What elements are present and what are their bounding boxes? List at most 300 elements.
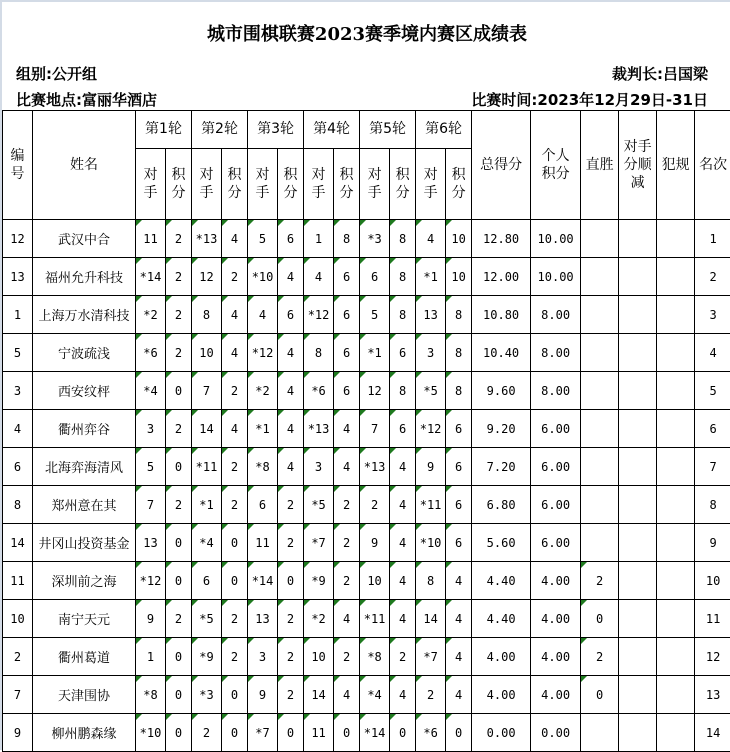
cell-round-6-opponent[interactable]: 4 <box>416 220 446 258</box>
cell-sos[interactable] <box>619 372 657 410</box>
cell-round-4-opponent[interactable]: 3 <box>304 448 334 486</box>
cell-round-4-points[interactable]: 2 <box>334 486 360 524</box>
cell-foul[interactable] <box>657 524 695 562</box>
cell-sos[interactable] <box>619 334 657 372</box>
cell-total[interactable]: 0.00 <box>472 714 531 752</box>
cell-round-1-points[interactable]: 0 <box>166 372 192 410</box>
cell-direct[interactable] <box>581 296 619 334</box>
cell-no[interactable]: 11 <box>3 562 33 600</box>
table-row <box>3 372 730 410</box>
cell-direct[interactable] <box>581 220 619 258</box>
results-table <box>2 110 730 752</box>
cell-rank[interactable]: 9 <box>695 524 730 562</box>
cell-no[interactable]: 3 <box>3 372 33 410</box>
cell-round-1-opponent[interactable]: *6 <box>136 334 166 372</box>
cell-round-1-opponent[interactable]: 7 <box>136 486 166 524</box>
cell-round-4-opponent[interactable]: 14 <box>304 676 334 714</box>
cell-round-6-opponent[interactable]: *6 <box>416 714 446 752</box>
cell-no[interactable]: 12 <box>3 220 33 258</box>
cell-round-2-points[interactable]: 0 <box>222 524 248 562</box>
cell-round-3-opponent[interactable]: 4 <box>248 296 278 334</box>
header-total: 总得分 <box>472 111 531 220</box>
cell-round-1-opponent[interactable]: *10 <box>136 714 166 752</box>
cell-round-5-points[interactable]: 4 <box>390 486 416 524</box>
cell-rank[interactable]: 3 <box>695 296 730 334</box>
cell-round-2-points[interactable]: 2 <box>222 600 248 638</box>
cell-no[interactable]: 6 <box>3 448 33 486</box>
cell-foul[interactable] <box>657 600 695 638</box>
cell-round-2-opponent[interactable]: *4 <box>192 524 222 562</box>
cell-round-2-opponent[interactable]: *9 <box>192 638 222 676</box>
cell-name[interactable]: 南宁天元 <box>33 600 136 638</box>
cell-round-3-points[interactable]: 2 <box>278 600 304 638</box>
cell-sos[interactable] <box>619 410 657 448</box>
cell-round-5-points[interactable]: 8 <box>390 372 416 410</box>
cell-round-1-points[interactable]: 2 <box>166 220 192 258</box>
cell-round-5-points[interactable]: 8 <box>390 258 416 296</box>
header-round-6-points: 积分 <box>446 149 472 220</box>
cell-round-1-points[interactable]: 0 <box>166 714 192 752</box>
cell-round-5-opponent[interactable]: *11 <box>360 600 390 638</box>
cell-no[interactable]: 7 <box>3 676 33 714</box>
cell-round-2-points[interactable]: 4 <box>222 334 248 372</box>
cell-round-6-points[interactable]: 8 <box>446 372 472 410</box>
cell-round-4-points[interactable]: 6 <box>334 296 360 334</box>
cell-round-6-points[interactable]: 6 <box>446 486 472 524</box>
cell-rank[interactable]: 11 <box>695 600 730 638</box>
cell-direct[interactable]: 2 <box>581 562 619 600</box>
cell-round-5-opponent[interactable]: *8 <box>360 638 390 676</box>
cell-round-1-points[interactable]: 2 <box>166 486 192 524</box>
cell-round-2-points[interactable]: 4 <box>222 410 248 448</box>
cell-round-4-opponent[interactable]: *5 <box>304 486 334 524</box>
cell-round-6-points[interactable]: 4 <box>446 600 472 638</box>
cell-round-1-points[interactable]: 2 <box>166 296 192 334</box>
cell-total[interactable]: 10.80 <box>472 296 531 334</box>
cell-round-6-opponent[interactable]: *11 <box>416 486 446 524</box>
cell-round-2-opponent[interactable]: 6 <box>192 562 222 600</box>
cell-direct[interactable] <box>581 258 619 296</box>
cell-total[interactable]: 4.40 <box>472 562 531 600</box>
cell-round-2-points[interactable]: 0 <box>222 676 248 714</box>
cell-round-3-opponent[interactable]: 5 <box>248 220 278 258</box>
cell-round-4-points[interactable]: 4 <box>334 448 360 486</box>
table-row <box>3 448 730 486</box>
cell-round-5-opponent[interactable]: 9 <box>360 524 390 562</box>
cell-foul[interactable] <box>657 562 695 600</box>
cell-round-6-points[interactable]: 10 <box>446 220 472 258</box>
cell-round-1-opponent[interactable]: *4 <box>136 372 166 410</box>
cell-round-4-points[interactable]: 8 <box>334 220 360 258</box>
cell-personal[interactable]: 4.00 <box>531 638 581 676</box>
cell-round-5-opponent[interactable]: 7 <box>360 410 390 448</box>
cell-round-6-opponent[interactable]: *10 <box>416 524 446 562</box>
cell-total[interactable]: 4.00 <box>472 638 531 676</box>
cell-rank[interactable]: 12 <box>695 638 730 676</box>
cell-no[interactable]: 10 <box>3 600 33 638</box>
cell-no[interactable]: 14 <box>3 524 33 562</box>
cell-foul[interactable] <box>657 258 695 296</box>
cell-round-5-points[interactable]: 8 <box>390 220 416 258</box>
cell-round-1-points[interactable]: 0 <box>166 448 192 486</box>
cell-round-3-points[interactable]: 0 <box>278 562 304 600</box>
cell-round-2-points[interactable]: 2 <box>222 486 248 524</box>
cell-round-4-points[interactable]: 2 <box>334 524 360 562</box>
cell-round-6-points[interactable]: 8 <box>446 296 472 334</box>
cell-round-4-opponent[interactable]: *12 <box>304 296 334 334</box>
table-row <box>3 410 730 448</box>
cell-round-6-points[interactable]: 6 <box>446 448 472 486</box>
cell-rank[interactable]: 6 <box>695 410 730 448</box>
cell-sos[interactable] <box>619 714 657 752</box>
cell-personal[interactable]: 8.00 <box>531 334 581 372</box>
cell-round-3-points[interactable]: 4 <box>278 372 304 410</box>
date-label: 比赛时间:2023年12月29日-31日 <box>471 89 708 110</box>
cell-rank[interactable]: 1 <box>695 220 730 258</box>
cell-name[interactable]: 天津围协 <box>33 676 136 714</box>
cell-round-3-points[interactable]: 2 <box>278 638 304 676</box>
cell-no[interactable]: 1 <box>3 296 33 334</box>
cell-round-6-points[interactable]: 4 <box>446 638 472 676</box>
cell-round-3-opponent[interactable]: 9 <box>248 676 278 714</box>
cell-direct[interactable] <box>581 524 619 562</box>
cell-no[interactable]: 5 <box>3 334 33 372</box>
cell-round-6-opponent[interactable]: *5 <box>416 372 446 410</box>
cell-round-4-opponent[interactable]: *6 <box>304 372 334 410</box>
table-row <box>3 562 730 600</box>
cell-round-2-points[interactable]: 2 <box>222 372 248 410</box>
cell-personal[interactable]: 10.00 <box>531 220 581 258</box>
cell-round-6-points[interactable]: 6 <box>446 410 472 448</box>
cell-round-3-points[interactable]: 4 <box>278 448 304 486</box>
header-no: 编号 <box>3 111 33 220</box>
cell-round-5-opponent[interactable]: *1 <box>360 334 390 372</box>
table-row <box>3 220 730 258</box>
cell-personal[interactable]: 0.00 <box>531 714 581 752</box>
cell-round-3-opponent[interactable]: 11 <box>248 524 278 562</box>
cell-direct[interactable] <box>581 372 619 410</box>
cell-personal[interactable]: 8.00 <box>531 296 581 334</box>
cell-personal[interactable]: 6.00 <box>531 448 581 486</box>
cell-round-2-opponent[interactable]: *1 <box>192 486 222 524</box>
cell-round-2-opponent[interactable]: 8 <box>192 296 222 334</box>
cell-direct[interactable]: 0 <box>581 676 619 714</box>
cell-round-1-opponent[interactable]: *8 <box>136 676 166 714</box>
cell-round-4-points[interactable]: 6 <box>334 334 360 372</box>
cell-round-6-opponent[interactable]: 2 <box>416 676 446 714</box>
page-title: 城市围棋联赛2023赛季境内赛区成绩表 <box>2 20 730 46</box>
cell-round-6-points[interactable]: 4 <box>446 562 472 600</box>
cell-rank[interactable]: 13 <box>695 676 730 714</box>
cell-round-6-points[interactable]: 0 <box>446 714 472 752</box>
cell-round-3-points[interactable]: 6 <box>278 220 304 258</box>
cell-name[interactable]: 北海弈海清风 <box>33 448 136 486</box>
cell-round-6-opponent[interactable]: *1 <box>416 258 446 296</box>
cell-round-1-points[interactable]: 2 <box>166 410 192 448</box>
cell-name[interactable]: 深圳前之海 <box>33 562 136 600</box>
cell-round-1-points[interactable]: 2 <box>166 258 192 296</box>
cell-round-2-points[interactable]: 0 <box>222 714 248 752</box>
cell-round-2-opponent[interactable]: 12 <box>192 258 222 296</box>
cell-total[interactable]: 4.00 <box>472 676 531 714</box>
cell-sos[interactable] <box>619 448 657 486</box>
cell-foul[interactable] <box>657 486 695 524</box>
cell-direct[interactable] <box>581 486 619 524</box>
cell-total[interactable]: 9.60 <box>472 372 531 410</box>
cell-round-5-opponent[interactable]: *4 <box>360 676 390 714</box>
cell-round-5-points[interactable]: 4 <box>390 448 416 486</box>
cell-round-3-opponent[interactable]: *2 <box>248 372 278 410</box>
cell-direct[interactable] <box>581 334 619 372</box>
cell-round-4-opponent[interactable]: 10 <box>304 638 334 676</box>
cell-foul[interactable] <box>657 714 695 752</box>
cell-round-3-points[interactable]: 2 <box>278 524 304 562</box>
cell-round-4-points[interactable]: 0 <box>334 714 360 752</box>
cell-no[interactable]: 4 <box>3 410 33 448</box>
header-round-6-opponent: 对手 <box>416 149 446 220</box>
cell-round-4-opponent[interactable]: *9 <box>304 562 334 600</box>
cell-round-1-opponent[interactable]: 1 <box>136 638 166 676</box>
cell-round-4-points[interactable]: 6 <box>334 372 360 410</box>
cell-round-2-opponent[interactable]: *11 <box>192 448 222 486</box>
header-row-rounds <box>3 111 730 149</box>
cell-round-1-points[interactable]: 0 <box>166 524 192 562</box>
cell-round-3-points[interactable]: 0 <box>278 714 304 752</box>
cell-name[interactable]: 武汉中合 <box>33 220 136 258</box>
cell-round-1-opponent[interactable]: *2 <box>136 296 166 334</box>
cell-round-2-points[interactable]: 2 <box>222 448 248 486</box>
cell-name[interactable]: 郑州意在其 <box>33 486 136 524</box>
cell-round-5-opponent[interactable]: 12 <box>360 372 390 410</box>
cell-round-2-points[interactable]: 2 <box>222 258 248 296</box>
cell-round-2-points[interactable]: 4 <box>222 296 248 334</box>
cell-direct[interactable]: 2 <box>581 638 619 676</box>
cell-round-2-opponent[interactable]: *5 <box>192 600 222 638</box>
cell-direct[interactable] <box>581 448 619 486</box>
cell-sos[interactable] <box>619 296 657 334</box>
cell-total[interactable]: 9.20 <box>472 410 531 448</box>
cell-round-4-points[interactable]: 4 <box>334 600 360 638</box>
cell-no[interactable]: 13 <box>3 258 33 296</box>
cell-round-4-opponent[interactable]: *13 <box>304 410 334 448</box>
cell-round-2-opponent[interactable]: 10 <box>192 334 222 372</box>
cell-personal[interactable]: 4.00 <box>531 676 581 714</box>
cell-round-5-points[interactable]: 6 <box>390 410 416 448</box>
cell-round-6-opponent[interactable]: 9 <box>416 448 446 486</box>
cell-round-1-points[interactable]: 2 <box>166 334 192 372</box>
cell-rank[interactable]: 14 <box>695 714 730 752</box>
cell-round-6-opponent[interactable]: 3 <box>416 334 446 372</box>
cell-round-5-points[interactable]: 6 <box>390 334 416 372</box>
cell-round-3-points[interactable]: 6 <box>278 296 304 334</box>
cell-round-4-opponent[interactable]: *7 <box>304 524 334 562</box>
cell-round-5-opponent[interactable]: *14 <box>360 714 390 752</box>
cell-round-6-points[interactable]: 10 <box>446 258 472 296</box>
cell-direct[interactable] <box>581 410 619 448</box>
cell-round-1-opponent[interactable]: *12 <box>136 562 166 600</box>
cell-personal[interactable]: 4.00 <box>531 562 581 600</box>
cell-round-4-opponent[interactable]: 1 <box>304 220 334 258</box>
cell-no[interactable]: 9 <box>3 714 33 752</box>
cell-foul[interactable] <box>657 372 695 410</box>
cell-total[interactable]: 10.40 <box>472 334 531 372</box>
cell-round-1-opponent[interactable]: 13 <box>136 524 166 562</box>
cell-round-4-points[interactable]: 6 <box>334 258 360 296</box>
cell-rank[interactable]: 8 <box>695 486 730 524</box>
cell-round-5-points[interactable]: 4 <box>390 676 416 714</box>
cell-round-4-points[interactable]: 2 <box>334 638 360 676</box>
cell-round-6-opponent[interactable]: 14 <box>416 600 446 638</box>
table-row <box>3 486 730 524</box>
cell-sos[interactable] <box>619 258 657 296</box>
cell-sos[interactable] <box>619 562 657 600</box>
cell-personal[interactable]: 6.00 <box>531 410 581 448</box>
cell-round-3-points[interactable]: 4 <box>278 334 304 372</box>
cell-rank[interactable]: 5 <box>695 372 730 410</box>
cell-round-2-opponent[interactable]: 14 <box>192 410 222 448</box>
cell-round-5-opponent[interactable]: *13 <box>360 448 390 486</box>
cell-foul[interactable] <box>657 220 695 258</box>
cell-round-5-points[interactable]: 4 <box>390 562 416 600</box>
results-body <box>3 220 730 752</box>
cell-round-6-points[interactable]: 8 <box>446 334 472 372</box>
cell-round-2-points[interactable]: 2 <box>222 638 248 676</box>
cell-round-5-opponent[interactable]: 5 <box>360 296 390 334</box>
cell-personal[interactable]: 6.00 <box>531 524 581 562</box>
cell-round-4-opponent[interactable]: 8 <box>304 334 334 372</box>
cell-direct[interactable]: 0 <box>581 600 619 638</box>
cell-round-1-opponent[interactable]: 3 <box>136 410 166 448</box>
cell-round-1-points[interactable]: 0 <box>166 638 192 676</box>
cell-personal[interactable]: 6.00 <box>531 486 581 524</box>
cell-personal[interactable]: 8.00 <box>531 372 581 410</box>
cell-round-3-opponent[interactable]: *14 <box>248 562 278 600</box>
cell-name[interactable]: 衢州葛道 <box>33 638 136 676</box>
cell-personal[interactable]: 4.00 <box>531 600 581 638</box>
header-round-4: 第4轮 <box>304 111 360 149</box>
cell-round-5-points[interactable]: 4 <box>390 600 416 638</box>
cell-foul[interactable] <box>657 676 695 714</box>
cell-foul[interactable] <box>657 638 695 676</box>
cell-round-6-opponent[interactable]: *7 <box>416 638 446 676</box>
cell-round-5-points[interactable]: 2 <box>390 638 416 676</box>
cell-sos[interactable] <box>619 486 657 524</box>
cell-round-2-opponent[interactable]: 7 <box>192 372 222 410</box>
cell-sos[interactable] <box>619 220 657 258</box>
cell-round-3-points[interactable]: 2 <box>278 486 304 524</box>
cell-round-6-opponent[interactable]: *12 <box>416 410 446 448</box>
cell-foul[interactable] <box>657 448 695 486</box>
venue-label: 比赛地点:富丽华酒店 <box>16 89 157 110</box>
cell-round-5-opponent[interactable]: 10 <box>360 562 390 600</box>
cell-name[interactable]: 柳州鹏森缘 <box>33 714 136 752</box>
cell-round-4-points[interactable]: 4 <box>334 676 360 714</box>
cell-round-6-opponent[interactable]: 8 <box>416 562 446 600</box>
cell-round-6-points[interactable]: 6 <box>446 524 472 562</box>
cell-round-5-points[interactable]: 0 <box>390 714 416 752</box>
cell-round-4-opponent[interactable]: *2 <box>304 600 334 638</box>
referee-label: 裁判长:吕国梁 <box>612 63 708 84</box>
cell-rank[interactable]: 7 <box>695 448 730 486</box>
cell-total[interactable]: 12.00 <box>472 258 531 296</box>
cell-name[interactable]: 福州允升科技 <box>33 258 136 296</box>
cell-name[interactable]: 井冈山投资基金 <box>33 524 136 562</box>
cell-round-1-points[interactable]: 0 <box>166 676 192 714</box>
cell-round-6-points[interactable]: 4 <box>446 676 472 714</box>
cell-total[interactable]: 6.80 <box>472 486 531 524</box>
cell-sos[interactable] <box>619 638 657 676</box>
cell-round-5-opponent[interactable]: *3 <box>360 220 390 258</box>
cell-round-2-points[interactable]: 0 <box>222 562 248 600</box>
cell-round-3-opponent[interactable]: 6 <box>248 486 278 524</box>
cell-foul[interactable] <box>657 410 695 448</box>
cell-round-5-opponent[interactable]: 6 <box>360 258 390 296</box>
cell-round-3-opponent[interactable]: *12 <box>248 334 278 372</box>
cell-round-4-opponent[interactable]: 4 <box>304 258 334 296</box>
cell-round-3-opponent[interactable]: *8 <box>248 448 278 486</box>
cell-round-1-opponent[interactable]: 9 <box>136 600 166 638</box>
cell-total[interactable]: 5.60 <box>472 524 531 562</box>
cell-personal[interactable]: 10.00 <box>531 258 581 296</box>
cell-total[interactable]: 12.80 <box>472 220 531 258</box>
cell-round-1-points[interactable]: 0 <box>166 562 192 600</box>
cell-round-3-points[interactable]: 4 <box>278 410 304 448</box>
cell-sos[interactable] <box>619 600 657 638</box>
cell-rank[interactable]: 10 <box>695 562 730 600</box>
cell-direct[interactable] <box>581 714 619 752</box>
cell-round-4-points[interactable]: 2 <box>334 562 360 600</box>
cell-round-3-opponent[interactable]: 13 <box>248 600 278 638</box>
cell-round-6-opponent[interactable]: 13 <box>416 296 446 334</box>
cell-round-5-opponent[interactable]: 2 <box>360 486 390 524</box>
cell-round-5-points[interactable]: 8 <box>390 296 416 334</box>
cell-name[interactable]: 宁波疏浅 <box>33 334 136 372</box>
cell-round-1-opponent[interactable]: 11 <box>136 220 166 258</box>
cell-name[interactable]: 上海万水清科技 <box>33 296 136 334</box>
cell-round-2-opponent[interactable]: *3 <box>192 676 222 714</box>
cell-round-3-opponent[interactable]: *7 <box>248 714 278 752</box>
cell-round-3-points[interactable]: 4 <box>278 258 304 296</box>
cell-round-2-opponent[interactable]: 2 <box>192 714 222 752</box>
cell-round-3-opponent[interactable]: 3 <box>248 638 278 676</box>
cell-total[interactable]: 7.20 <box>472 448 531 486</box>
cell-foul[interactable] <box>657 334 695 372</box>
cell-round-1-opponent[interactable]: 5 <box>136 448 166 486</box>
cell-round-3-opponent[interactable]: *10 <box>248 258 278 296</box>
cell-sos[interactable] <box>619 524 657 562</box>
cell-no[interactable]: 2 <box>3 638 33 676</box>
cell-rank[interactable]: 2 <box>695 258 730 296</box>
cell-round-2-opponent[interactable]: *13 <box>192 220 222 258</box>
table-row <box>3 524 730 562</box>
cell-sos[interactable] <box>619 676 657 714</box>
cell-round-3-points[interactable]: 2 <box>278 676 304 714</box>
cell-round-4-points[interactable]: 4 <box>334 410 360 448</box>
cell-total[interactable]: 4.40 <box>472 600 531 638</box>
cell-rank[interactable]: 4 <box>695 334 730 372</box>
cell-round-1-opponent[interactable]: *14 <box>136 258 166 296</box>
cell-round-4-opponent[interactable]: 11 <box>304 714 334 752</box>
cell-round-3-opponent[interactable]: *1 <box>248 410 278 448</box>
cell-round-2-points[interactable]: 4 <box>222 220 248 258</box>
cell-round-5-points[interactable]: 4 <box>390 524 416 562</box>
cell-no[interactable]: 8 <box>3 486 33 524</box>
cell-round-1-points[interactable]: 2 <box>166 600 192 638</box>
cell-name[interactable]: 西安纹枰 <box>33 372 136 410</box>
header-round-2-points: 积分 <box>222 149 248 220</box>
cell-name[interactable]: 衢州弈谷 <box>33 410 136 448</box>
cell-foul[interactable] <box>657 296 695 334</box>
